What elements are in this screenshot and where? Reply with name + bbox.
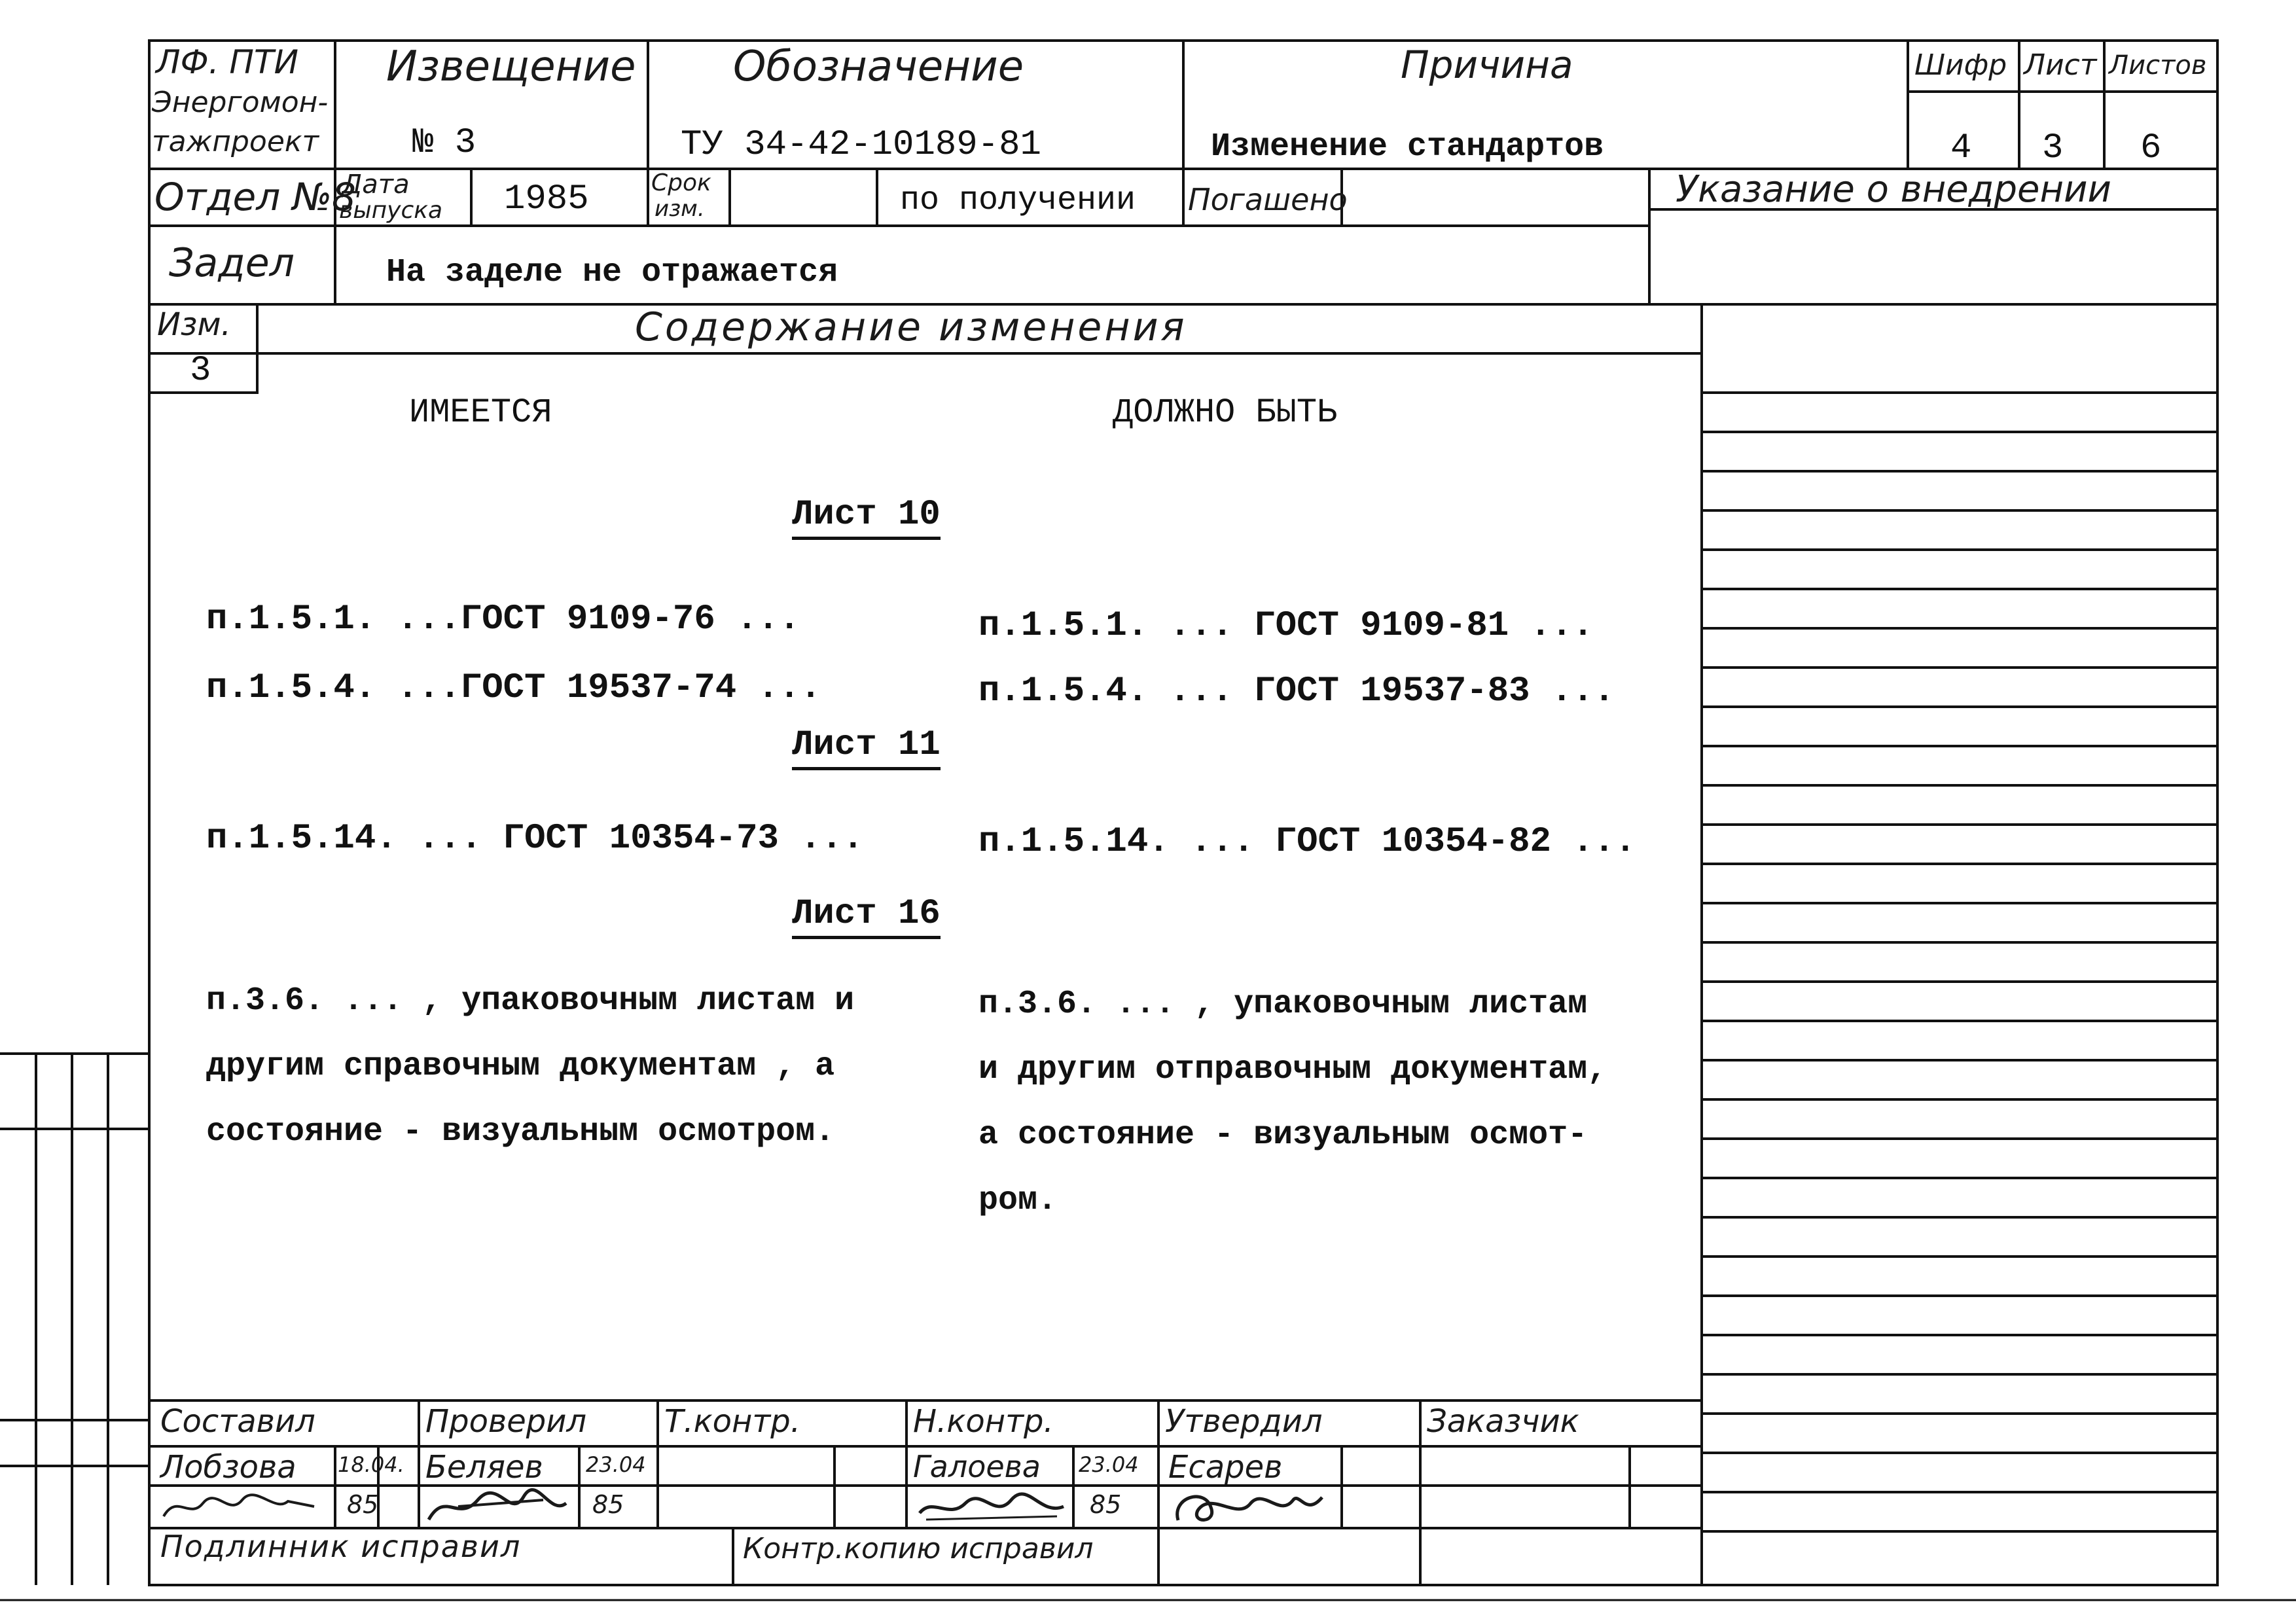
checked-date-1: 23.04: [586, 1452, 646, 1477]
column-has: ИМЕЕТСЯ: [409, 393, 552, 432]
change-number: 3: [190, 351, 211, 391]
column-should-be: ДОЛЖНО БЫТЬ: [1113, 393, 1338, 432]
code-value: 4: [1950, 128, 1972, 168]
ncontrol-date-2: 85: [1090, 1490, 1122, 1519]
issue-date-value: 1985: [504, 179, 589, 219]
sheets-value: 6: [2140, 128, 2162, 168]
checked-signature: [419, 1487, 576, 1526]
ncontrol-signature: [913, 1487, 1070, 1526]
sheet-16-heading: Лист 16: [792, 897, 941, 939]
org-line-3: тажпроект: [152, 125, 319, 158]
left-paragraph-line-3: состояние - визуальным осмотром.: [206, 1113, 835, 1150]
issue-date-label-2: выпуска: [339, 197, 443, 224]
row-1-left: п.1.5.1. ...ГОСТ 9109-76 ...: [206, 599, 800, 639]
ncontrol-name: Галоева: [913, 1449, 1041, 1484]
checked-name: Беляев: [425, 1449, 543, 1486]
original-fixed-label: Подлинник исправил: [160, 1529, 522, 1564]
row-2-right: п.1.5.4. ... ГОСТ 19537-83 ...: [978, 671, 1615, 711]
checked-date-2: 85: [592, 1490, 624, 1519]
right-paragraph-line-4: ром.: [978, 1182, 1058, 1219]
org-line-1: ЛФ. ПТИ: [156, 43, 298, 81]
reason-value: Изменение стандартов: [1211, 128, 1604, 166]
row-2-left: п.1.5.4. ...ГОСТ 19537-74 ...: [206, 668, 821, 708]
implementation-label: Указание о внедрении: [1676, 168, 2111, 211]
approved-label: Утвердил: [1165, 1403, 1323, 1440]
customer-label: Заказчик: [1427, 1403, 1579, 1440]
term-label-1: Срок: [651, 169, 711, 196]
compiled-name: Лобзова: [160, 1449, 296, 1486]
approved-signature: [1165, 1484, 1342, 1530]
copy-fixed-label: Контр.копию исправил: [743, 1532, 1094, 1565]
right-paragraph-line-1: п.3.6. ... , упаковочным листам: [978, 986, 1588, 1023]
tcontrol-label: Т.контр.: [664, 1403, 801, 1440]
backlog-value: На заделе не отражается: [386, 254, 838, 291]
sheet-11-heading: Лист 11: [792, 728, 941, 770]
notice-label: Извещение: [386, 43, 636, 91]
change-label: Изм.: [157, 306, 231, 343]
designation-label: Обозначение: [733, 43, 1024, 91]
ncontrol-date-1: 23.04: [1079, 1452, 1139, 1477]
row-1-right: п.1.5.1. ... ГОСТ 9109-81 ...: [978, 606, 1594, 646]
left-paragraph-line-2: другим справочным документам , а: [206, 1048, 835, 1085]
sheet-value: 3: [2042, 128, 2064, 168]
right-paragraph-line-2: и другим отправочным документам,: [978, 1051, 1607, 1088]
ncontrol-label: Н.контр.: [913, 1403, 1054, 1440]
issue-date-label-1: Дата: [342, 169, 410, 200]
term-value: по получении: [900, 182, 1136, 219]
term-label-2: изм.: [655, 196, 705, 222]
backlog-label: Задел: [169, 240, 295, 286]
repaid-label: Погашено: [1188, 182, 1348, 217]
org-line-2: Энергомон-: [152, 86, 329, 119]
row-3-left: п.1.5.14. ... ГОСТ 10354-73 ...: [206, 819, 864, 859]
compiled-label: Составил: [160, 1403, 315, 1440]
right-paragraph-line-3: а состояние - визуальным осмот-: [978, 1116, 1588, 1154]
content-title: Содержание изменения: [635, 304, 1187, 350]
sheets-label: Листов: [2109, 50, 2207, 80]
row-3-right: п.1.5.14. ... ГОСТ 10354-82 ...: [978, 822, 1636, 862]
notice-number: № 3: [412, 123, 476, 163]
compiled-signature: [157, 1487, 327, 1526]
approved-name: Есарев: [1168, 1449, 1283, 1486]
sheet-label: Лист: [2024, 48, 2097, 82]
checked-label: Проверил: [425, 1403, 587, 1440]
code-label: Шифр: [1914, 48, 2007, 82]
reason-label: Причина: [1401, 43, 1573, 87]
left-paragraph-line-1: п.3.6. ... , упаковочным листам и: [206, 982, 855, 1020]
sheet-10-heading: Лист 10: [792, 497, 941, 540]
compiled-date-2: 85: [347, 1490, 379, 1519]
dept-label: Отдел №8: [154, 175, 356, 219]
compiled-date-1: 18.04.: [338, 1452, 404, 1477]
designation-value: ТУ 34-42-10189-81: [681, 125, 1041, 165]
